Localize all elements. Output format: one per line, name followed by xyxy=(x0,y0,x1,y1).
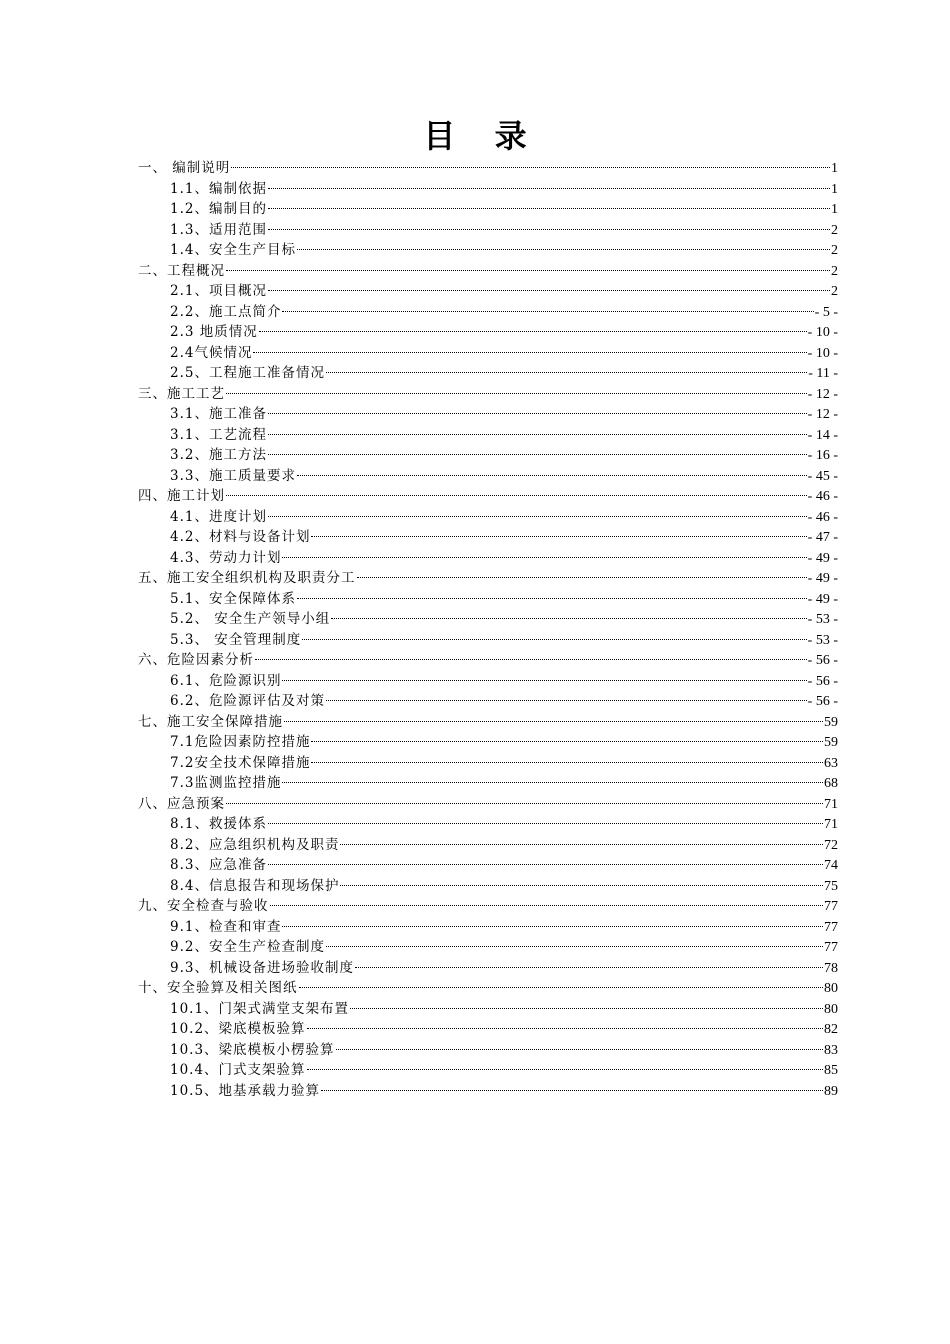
toc-page-number: - 11 - xyxy=(808,366,838,381)
toc-subsection-entry[interactable] xyxy=(138,404,838,425)
toc-entry-label: 二、工程概况 xyxy=(138,262,225,279)
toc-entry-label: 2.1、项目概况 xyxy=(170,283,267,299)
toc-entry-label: 1.2、编制目的 xyxy=(170,201,267,217)
toc-subsection-entry[interactable] xyxy=(138,425,838,446)
toc-entry-label: 七、施工安全保障措施 xyxy=(138,713,283,730)
toc-page-number: - 16 - xyxy=(807,448,838,463)
toc-page-number: 2 xyxy=(831,263,838,279)
toc-entry-label: 9.3、机械设备进场验收制度 xyxy=(170,959,354,976)
toc-entry-label: 5.1、安全保障体系 xyxy=(170,590,296,607)
toc-leader-dots xyxy=(259,331,807,332)
toc-subsection-entry[interactable] xyxy=(138,773,838,794)
toc-subsection-entry[interactable] xyxy=(138,937,838,958)
toc-page-number: - 46 - xyxy=(807,509,838,525)
toc-leader-dots xyxy=(307,1028,823,1029)
toc-subsection-entry[interactable] xyxy=(138,240,838,261)
toc-entry-label: 1.3、适用范围 xyxy=(170,221,267,238)
toc-page-number: - 14 - xyxy=(807,427,838,443)
toc-page-number: 2 xyxy=(831,284,838,299)
toc-leader-dots xyxy=(226,393,807,394)
toc-section-entry[interactable] xyxy=(138,384,838,405)
toc-page-number: 72 xyxy=(824,837,838,853)
toc-subsection-entry[interactable] xyxy=(138,589,838,610)
toc-entry-label: 1.1、编制依据 xyxy=(170,180,267,197)
toc-page-number: 59 xyxy=(824,714,838,730)
toc-leader-dots xyxy=(268,413,807,414)
toc-entry-label: 9.1、检查和审查 xyxy=(170,918,282,935)
toc-entry-label: 2.4气候情况 xyxy=(170,344,253,361)
toc-page-number: 74 xyxy=(824,858,838,873)
toc-subsection-entry[interactable] xyxy=(138,220,838,241)
toc-page-number: - 49 - xyxy=(807,550,838,566)
toc-entry-label: 三、施工工艺 xyxy=(138,385,225,402)
toc-page-number: - 45 - xyxy=(807,468,838,484)
toc-entry-label: 3.1、工艺流程 xyxy=(170,426,267,443)
toc-section-entry[interactable] xyxy=(138,712,838,733)
toc-page-number: - 5 - xyxy=(814,304,838,320)
toc-entry-label: 2.2、施工点简介 xyxy=(170,303,282,320)
toc-subsection-entry[interactable] xyxy=(138,281,838,302)
toc-subsection-entry[interactable] xyxy=(138,445,838,466)
toc-leader-dots xyxy=(226,803,823,804)
toc-leader-dots xyxy=(268,864,823,865)
toc-page-number: 77 xyxy=(824,899,838,914)
toc-subsection-entry[interactable] xyxy=(138,691,838,712)
toc-page-number: 78 xyxy=(824,960,838,976)
toc-leader-dots xyxy=(297,249,830,250)
toc-leader-dots xyxy=(326,700,807,701)
toc-entry-label: 5.2、 安全生产领导小组 xyxy=(170,611,331,627)
toc-entry-label: 10.4、门式支架验算 xyxy=(170,1062,306,1078)
toc-subsection-entry[interactable] xyxy=(138,855,838,876)
toc-page-number: - 56 - xyxy=(807,694,838,709)
toc-leader-dots xyxy=(268,434,807,435)
toc-subsection-entry[interactable] xyxy=(138,814,838,835)
toc-leader-dots xyxy=(282,680,806,681)
toc-leader-dots xyxy=(336,1049,823,1050)
toc-entry-label: 3.1、施工准备 xyxy=(170,406,267,422)
toc-leader-dots xyxy=(268,454,807,455)
toc-page-number: 80 xyxy=(824,981,838,996)
page-title: 目 录 xyxy=(423,117,541,155)
toc-entry-label: 8.2、应急组织机构及职责 xyxy=(170,836,340,853)
toc-page-number: 89 xyxy=(824,1083,838,1099)
toc-leader-dots xyxy=(255,659,807,660)
toc-page-number: 80 xyxy=(824,1001,838,1017)
toc-page-number: 59 xyxy=(824,735,838,750)
toc-page-number: 85 xyxy=(824,1063,838,1078)
toc-entry-label: 7.1危险因素防控措施 xyxy=(170,734,311,750)
toc-leader-dots xyxy=(331,618,806,619)
toc-page-number: 1 xyxy=(831,161,838,176)
toc-subsection-entry[interactable] xyxy=(138,630,838,651)
toc-page-number: 82 xyxy=(824,1022,838,1037)
toc-page-number: - 47 - xyxy=(807,530,838,545)
toc-entry-label: 五、施工安全组织机构及职责分工 xyxy=(138,570,356,586)
toc-leader-dots xyxy=(311,741,823,742)
toc-leader-dots xyxy=(268,516,807,517)
toc-page-number: - 46 - xyxy=(807,489,838,504)
toc-leader-dots xyxy=(299,987,824,988)
toc-leader-dots xyxy=(355,967,823,968)
toc-entry-label: 2.3 地质情况 xyxy=(170,324,258,340)
toc-subsection-entry[interactable] xyxy=(138,1019,838,1040)
toc-leader-dots xyxy=(226,270,830,271)
toc-page-number: - 53 - xyxy=(807,612,838,627)
toc-entry-label: 4.2、材料与设备计划 xyxy=(170,529,311,545)
toc-subsection-entry[interactable] xyxy=(138,527,838,548)
toc-section-entry[interactable] xyxy=(138,158,838,179)
toc-page-number: 75 xyxy=(824,878,838,894)
toc-leader-dots xyxy=(297,475,807,476)
toc-page-number: 77 xyxy=(824,919,838,935)
toc-section-entry[interactable] xyxy=(138,794,838,815)
toc-leader-dots xyxy=(268,188,830,189)
toc-entry-label: 8.3、应急准备 xyxy=(170,857,267,873)
toc-page-number: 77 xyxy=(824,940,838,955)
toc-leader-dots xyxy=(311,762,823,763)
toc-leader-dots xyxy=(307,1069,823,1070)
toc-leader-dots xyxy=(268,290,830,291)
toc-entry-label: 4.1、进度计划 xyxy=(170,508,267,525)
toc-leader-dots xyxy=(282,311,813,312)
toc-subsection-entry[interactable] xyxy=(138,732,838,753)
toc-entry-label: 8.1、救援体系 xyxy=(170,816,267,832)
toc-page-number: - 12 - xyxy=(807,407,838,422)
toc-section-entry[interactable] xyxy=(138,978,838,999)
toc-entry-label: 十、安全验算及相关图纸 xyxy=(138,980,298,996)
toc-subsection-entry[interactable] xyxy=(138,1081,838,1102)
toc-page-number: 2 xyxy=(831,243,838,258)
toc-entry-label: 八、应急预案 xyxy=(138,795,225,812)
toc-leader-dots xyxy=(282,557,806,558)
toc-leader-dots xyxy=(357,577,807,578)
toc-entry-label: 6.2、危险源评估及对策 xyxy=(170,693,325,709)
toc-subsection-entry[interactable] xyxy=(138,1060,838,1081)
toc-leader-dots xyxy=(253,352,806,353)
toc-entry-label: 4.3、劳动力计划 xyxy=(170,549,282,566)
toc-subsection-entry[interactable] xyxy=(138,199,838,220)
toc-leader-dots xyxy=(311,536,806,537)
toc-leader-dots xyxy=(326,946,823,947)
toc-subsection-entry[interactable] xyxy=(138,917,838,938)
toc-page-number: - 56 - xyxy=(807,673,838,689)
toc-entry-label: 5.3、 安全管理制度 xyxy=(170,631,302,648)
toc-entry-label: 九、安全检查与验收 xyxy=(138,898,269,914)
toc-subsection-entry[interactable] xyxy=(138,609,838,630)
toc-entry-label: 6.1、危险源识别 xyxy=(170,672,282,689)
toc-page-number: 83 xyxy=(824,1042,838,1058)
toc-entry-label: 10.2、梁底模板验算 xyxy=(170,1021,306,1037)
toc-page-number: 63 xyxy=(824,755,838,771)
toc-entry-label: 8.4、信息报告和现场保护 xyxy=(170,877,340,894)
toc-subsection-entry[interactable] xyxy=(138,343,838,364)
toc-leader-dots xyxy=(268,208,830,209)
toc-section-entry[interactable] xyxy=(138,568,838,589)
toc-page-number: - 49 - xyxy=(807,591,838,607)
toc-entry-label: 10.3、梁底模板小楞验算 xyxy=(170,1041,335,1058)
toc-page-number: 71 xyxy=(824,817,838,832)
toc-page-number: 71 xyxy=(824,796,838,812)
toc-subsection-entry[interactable] xyxy=(138,835,838,856)
toc-subsection-entry[interactable] xyxy=(138,1040,838,1061)
toc-entry-label: 一、 编制说明 xyxy=(138,160,231,176)
toc-entry-label: 7.3监测监控措施 xyxy=(170,775,282,791)
toc-entry-label: 2.5、工程施工准备情况 xyxy=(170,365,325,381)
toc-leader-dots xyxy=(226,495,807,496)
toc-leader-dots xyxy=(297,598,807,599)
toc-page-number: - 10 - xyxy=(807,325,838,340)
toc-leader-dots xyxy=(231,167,830,168)
toc-leader-dots xyxy=(268,823,823,824)
toc-page-number: 1 xyxy=(831,202,838,217)
toc-leader-dots xyxy=(282,782,823,783)
toc-page-number: 68 xyxy=(824,776,838,791)
toc-leader-dots xyxy=(340,885,823,886)
toc-leader-dots xyxy=(268,229,830,230)
toc-section-entry[interactable] xyxy=(138,650,838,671)
toc-section-entry[interactable] xyxy=(138,486,838,507)
toc-section-entry[interactable] xyxy=(138,261,838,282)
toc-page-number: 1 xyxy=(831,181,838,197)
toc-entry-label: 3.2、施工方法 xyxy=(170,447,267,463)
toc-entry-label: 六、危险因素分析 xyxy=(138,652,254,668)
toc-section-entry[interactable] xyxy=(138,896,838,917)
toc-subsection-entry[interactable] xyxy=(138,753,838,774)
toc-entry-label: 9.2、安全生产检查制度 xyxy=(170,939,325,955)
toc-subsection-entry[interactable] xyxy=(138,363,838,384)
toc-entry-label: 1.4、安全生产目标 xyxy=(170,242,296,258)
toc-entry-label: 3.3、施工质量要求 xyxy=(170,467,296,484)
toc-subsection-entry[interactable] xyxy=(138,466,838,487)
toc-subsection-entry[interactable] xyxy=(138,179,838,200)
toc-page-number: - 12 - xyxy=(807,386,838,402)
toc-page-number: - 56 - xyxy=(807,653,838,668)
toc-subsection-entry[interactable] xyxy=(138,671,838,692)
toc-leader-dots xyxy=(282,926,823,927)
toc-leader-dots xyxy=(321,1090,823,1091)
toc-subsection-entry[interactable] xyxy=(138,958,838,979)
toc-subsection-entry[interactable] xyxy=(138,302,838,323)
toc-leader-dots xyxy=(270,905,824,906)
toc-entry-label: 四、施工计划 xyxy=(138,488,225,504)
toc-leader-dots xyxy=(350,1008,823,1009)
toc-leader-dots xyxy=(284,721,823,722)
toc-subsection-entry[interactable] xyxy=(138,548,838,569)
toc-subsection-entry[interactable] xyxy=(138,999,838,1020)
toc-subsection-entry[interactable] xyxy=(138,876,838,897)
toc-page-number: - 10 - xyxy=(807,345,838,361)
toc-subsection-entry[interactable] xyxy=(138,507,838,528)
toc-leader-dots xyxy=(302,639,806,640)
toc-entry-label: 10.1、门架式满堂支架布置 xyxy=(170,1000,350,1017)
toc-page-number: - 49 - xyxy=(807,571,838,586)
table-of-contents xyxy=(138,158,838,1101)
toc-leader-dots xyxy=(340,844,823,845)
toc-entry-label: 10.5、地基承载力验算 xyxy=(170,1082,321,1099)
toc-page-number: - 53 - xyxy=(807,632,838,648)
toc-leader-dots xyxy=(326,372,807,373)
toc-subsection-entry[interactable] xyxy=(138,322,838,343)
toc-entry-label: 7.2安全技术保障措施 xyxy=(170,754,311,771)
toc-page-number: 2 xyxy=(831,222,838,238)
